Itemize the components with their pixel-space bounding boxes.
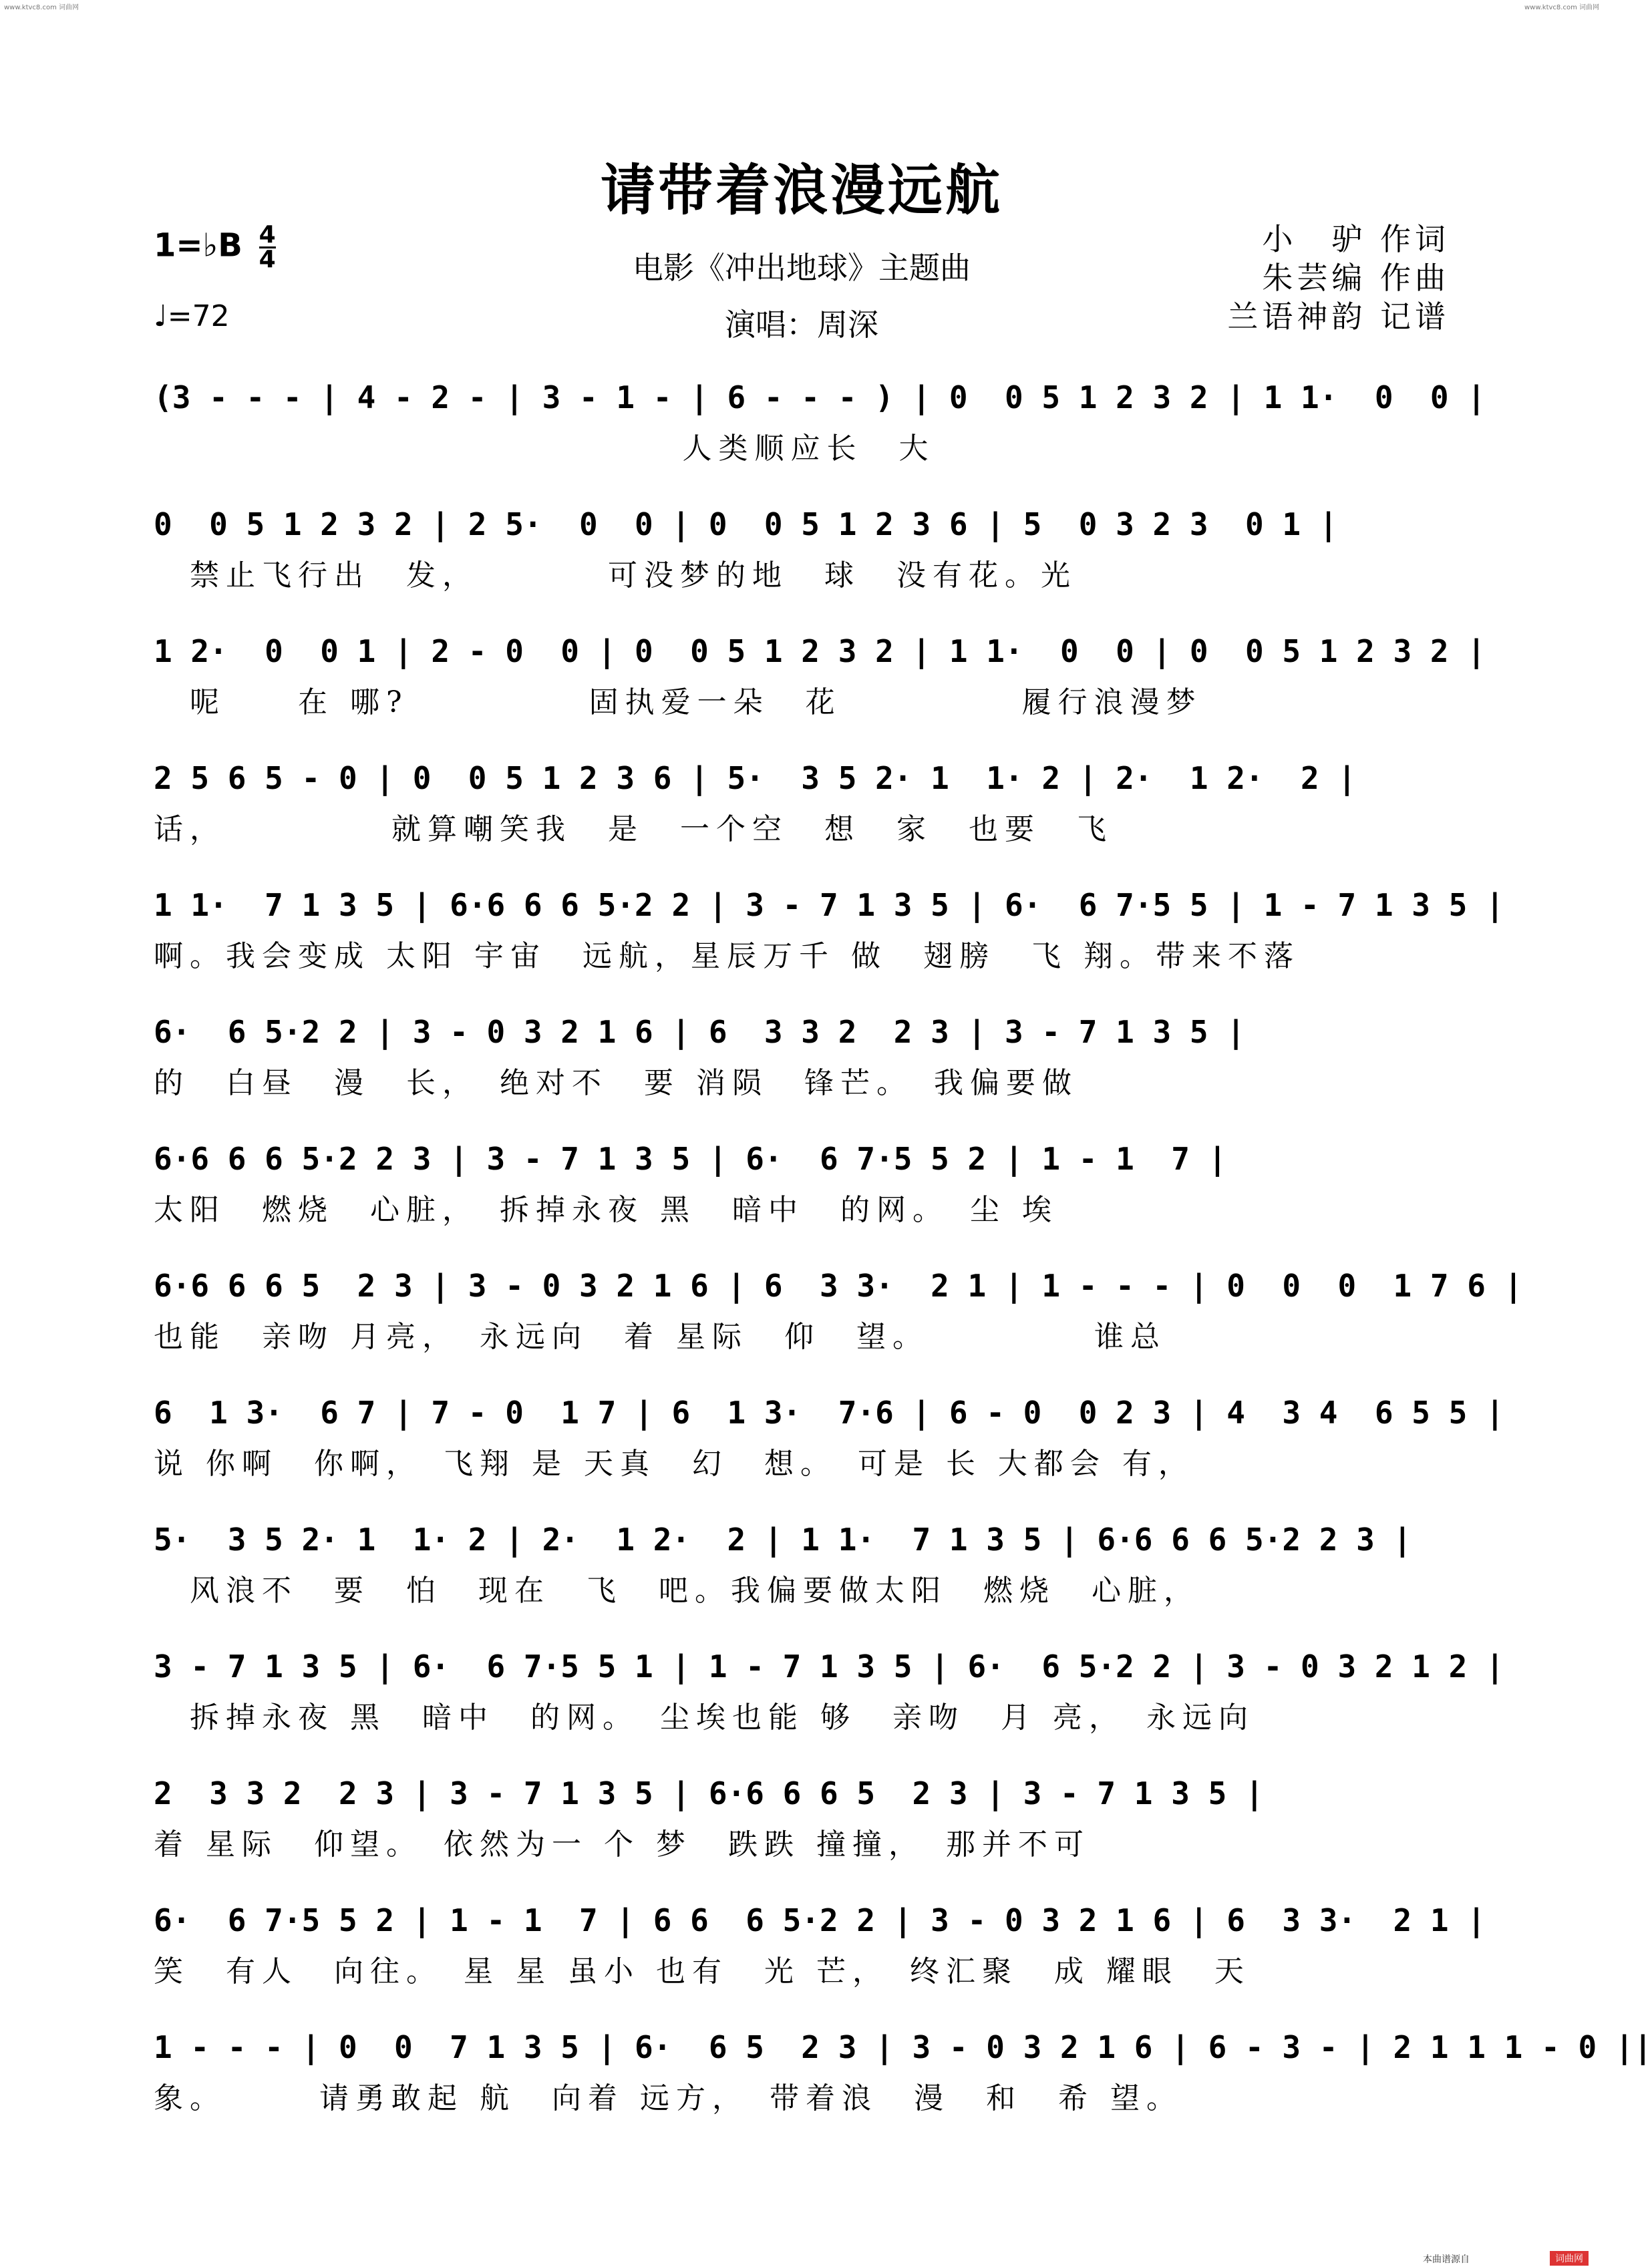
lyric-line: 人类顺应长 大 (154, 431, 935, 466)
lyric-line: 呢 在 哪? 固执爱一朵 花 履行浪漫梦 (154, 685, 1202, 719)
notation-line: 6·6 6 6 5 2 3 | 3 - 0 3 2 1 6 | 6 3 3· 2 1 | 1 - - - | 0 0 0 1 7 6 | (154, 1268, 1523, 1304)
notation-line: 6 1 3· 6 7 | 7 - 0 1 7 | 6 1 3· 7·6 | 6 - 0 0 2 3 | 4 3 4 6 5 5 | (154, 1395, 1504, 1431)
notation-line: 2 5 6 5 - 0 | 0 0 5 1 2 3 6 | 5· 3 5 2· 1 1· 2 | 2· 1 2· 2 | (154, 760, 1357, 796)
watermark-left: www.ktvc8.com 词曲网 (4, 4, 79, 11)
lyricist-credit: 小 驴 作词 (1262, 221, 1450, 257)
lyric-line: 拆掉永夜 黑 暗中 的网。 尘埃也能 够 亲吻 月 亮， 永远向 (154, 1701, 1255, 1735)
time-top: 4 (259, 221, 276, 248)
notation-line: 1 1· 7 1 3 5 | 6·6 6 6 5·2 2 | 3 - 7 1 3 5 | 6· 6 7·5 5 | 1 - 7 1 3 5 | (154, 887, 1504, 923)
time-signature (259, 221, 276, 273)
key-label: 1=♭B (154, 226, 242, 265)
time-bottom: 4 (259, 246, 276, 273)
lyric-line: 风浪不 要 怕 现在 飞 吧。我偏要做太阳 燃烧 心脏， (154, 1574, 1200, 1608)
notation-line: 1 2· 0 0 1 | 2 - 0 0 | 0 0 5 1 2 3 2 | 1 1· 0 0 | 0 0 5 1 2 3 2 | (154, 633, 1486, 669)
lyric-line: 的 白昼 漫 长， 绝对不 要 消陨 锋芒。 我偏要做 (154, 1066, 1078, 1100)
lyric-line: 太阳 燃烧 心脏， 拆掉永夜 黑 暗中 的网。 尘 埃 (154, 1193, 1058, 1227)
notation-line: 6· 6 7·5 5 2 | 1 - 1 7 | 6 6 6 5·2 2 | 3 - 0 3 2 1 6 | 6 3 3· 2 1 | (154, 1902, 1486, 1938)
notation-line: 3 - 7 1 3 5 | 6· 6 7·5 5 1 | 1 - 7 1 3 5 | 6· 6 5·2 2 | 3 - 0 3 2 1 2 | (154, 1648, 1504, 1685)
notation-line: 2 3 3 2 2 3 | 3 - 7 1 3 5 | 6·6 6 6 5 2 3 | 3 - 7 1 3 5 | (154, 1775, 1264, 1811)
lyric-line: 着 星际 仰望。 依然为一 个 梦 跌跌 撞撞， 那并不可 (154, 1827, 1090, 1862)
lyric-line: 也能 亲吻 月亮， 永远向 着 星际 仰 望。 谁总 (154, 1320, 1166, 1354)
footer-source: 本曲谱源自 (1423, 2254, 1470, 2265)
notation-line: 5· 3 5 2· 1 1· 2 | 2· 1 2· 2 | 1 1· 7 1 3 5 | 6·6 6 6 5·2 2 3 | (154, 1522, 1412, 1558)
key-signature (154, 221, 276, 273)
notation-line: (3 - - - | 4 - 2 - | 3 - 1 - | 6 - - - ) | 0 0 5 1 2 3 2 | 1 1· 0 0 | (154, 379, 1486, 415)
notation-line: 6· 6 5·2 2 | 3 - 0 3 2 1 6 | 6 3 3 2 2 3 | 3 - 7 1 3 5 | (154, 1014, 1245, 1050)
notation-line: 0 0 5 1 2 3 2 | 2 5· 0 0 | 0 0 5 1 2 3 6 | 5 0 3 2 3 0 1 | (154, 506, 1338, 542)
composer-credit: 朱芸编 作曲 (1262, 260, 1450, 296)
lyric-line: 啊。我会变成 太阳 宇宙 远航，星辰万千 做 翅膀 飞 翔。带来不落 (154, 939, 1300, 973)
lyric-line: 禁止飞行出 发， 可没梦的地 球 没有花。光 (154, 558, 1077, 592)
lyric-line: 话， 就算嘲笑我 是 一个空 想 家 也要 飞 (154, 812, 1113, 846)
footer-site-badge: 词曲网 (1550, 2251, 1589, 2266)
song-subtitle: 电影《冲出地球》主题曲 (633, 250, 971, 286)
tempo-mark: ♩=72 (154, 299, 230, 333)
singer: 演唱：周深 (725, 307, 878, 343)
lyric-line: 笑 有人 向往。 星 星 虽小 也有 光 芒， 终汇聚 成 耀眼 天 (154, 1954, 1251, 1988)
transcriber-credit: 兰语神韵 记谱 (1227, 299, 1450, 335)
notation-line: 6·6 6 6 5·2 2 3 | 3 - 7 1 3 5 | 6· 6 7·5 5 2 | 1 - 1 7 | (154, 1141, 1227, 1177)
lyric-line: 说 你啊 你啊， 飞翔 是 天真 幻 想。 可是 长 大都会 有， (154, 1447, 1194, 1481)
song-title: 请带着浪漫远航 (600, 158, 1003, 222)
notation-line: 1 - - - | 0 0 7 1 3 5 | 6· 6 5 2 3 | 3 - 0 3 2 1 6 | 6 - 3 - | 2 1 1 1 - 0 || (154, 2029, 1652, 2065)
watermark-right: www.ktvc8.com 词曲网 (1524, 4, 1599, 11)
lyric-line: 象。 请勇敢起 航 向着 远方， 带着浪 漫 和 希 望。 (154, 2081, 1182, 2115)
